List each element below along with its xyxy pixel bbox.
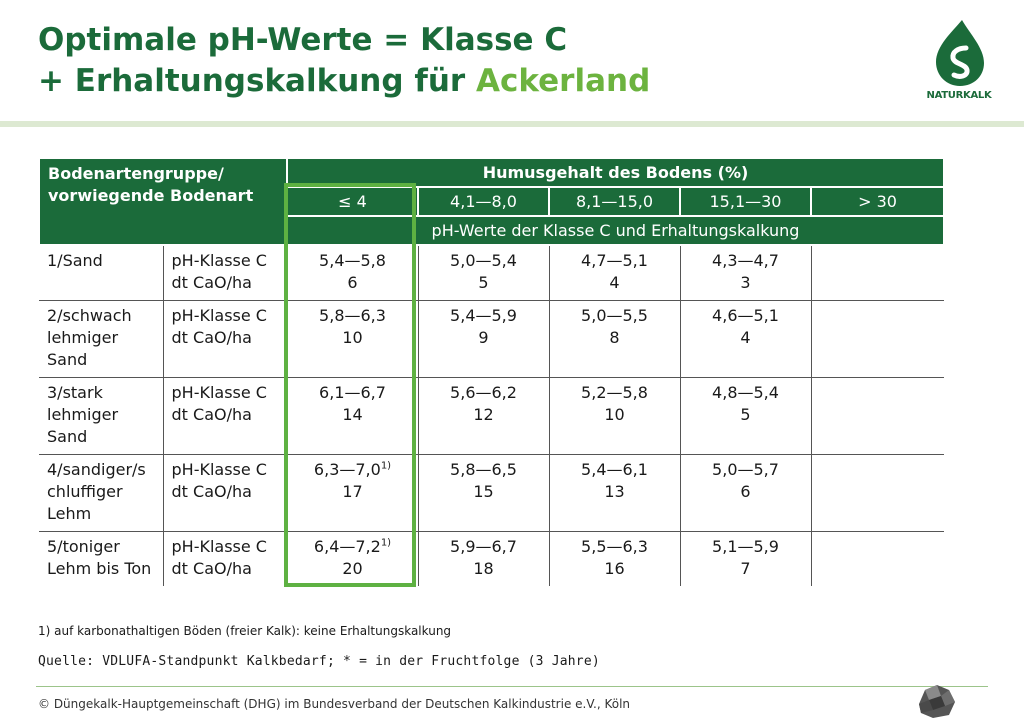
value-cell [549,532,680,587]
humus-class-2: 4,1—8,0 [418,187,549,216]
unit-cao: dt CaO/ha [171,273,252,292]
ph-range: 5,0—5,5 [581,306,648,325]
cao-amount: 8 [609,328,620,347]
soil-name: 3/stark lehmiger Sand [39,378,163,455]
unit-ph: pH-Klasse C [171,537,267,556]
value-cell [287,455,418,532]
ph-range: 5,5—6,3 [581,537,648,556]
humus-class-5: > 30 [811,187,944,216]
value-cell [549,455,680,532]
title-line-2 [38,61,650,102]
value-cell [418,301,549,378]
ph-range: 6,1—6,7 [319,383,386,402]
cao-amount: 4 [609,273,620,292]
copyright: © Düngekalk-Hauptgemeinschaft (DHG) im Bundesverband der Deutschen Kalkindustrie e.V., Köln [38,697,631,711]
unit-ph: pH-Klasse C [171,383,267,402]
cao-amount: 6 [740,482,751,501]
unit-label [163,532,287,587]
humus-class-4: 15,1—30 [680,187,811,216]
table-row [39,301,944,378]
unit-cao: dt CaO/ha [171,405,252,424]
ph-range-text: 6,3—7,0 [313,460,381,479]
cao-amount: 15 [473,482,494,501]
cao-amount: 10 [342,328,363,347]
value-cell [287,301,418,378]
ph-range: 4,7—5,1 [581,251,648,270]
table-row [39,532,944,587]
ph-table [38,157,945,586]
unit-label [163,455,287,532]
cao-amount: 7 [740,559,751,578]
naturkalk-logo [922,18,996,108]
cao-amount: 20 [342,559,363,578]
unit-cao: dt CaO/ha [171,328,252,347]
unit-ph: pH-Klasse C [171,460,267,479]
value-cell [680,378,811,455]
ph-range: 5,8—6,5 [450,460,517,479]
logo-wordmark: NATURKALK [926,90,992,101]
soil-name: 2/schwach lehmiger Sand [39,301,163,378]
ph-range-text: 6,4—7,2 [313,537,381,556]
empty-cell [811,532,944,587]
unit-label [163,378,287,455]
cao-amount: 12 [473,405,494,424]
cao-amount: 6 [347,273,358,292]
ph-range [296,459,410,481]
empty-cell [811,378,944,455]
unit-label [163,245,287,301]
title-line-1: Optimale pH-Werte = Klasse C [38,22,568,58]
ph-range: 5,4—5,8 [319,251,386,270]
soil-name: 5/toniger Lehm bis Ton [39,532,163,587]
value-cell [418,532,549,587]
value-cell [680,245,811,301]
cao-amount: 3 [740,273,751,292]
ph-range: 4,6—5,1 [712,306,779,325]
cao-amount: 5 [478,273,489,292]
title-line-2-prefix: + Erhaltungskalkung für [38,63,476,99]
header-soil-group: Bodenartengruppe/ vorwiegende Bodenart [39,158,287,245]
cao-amount: 16 [604,559,625,578]
value-cell [287,532,418,587]
humus-class-1: ≤ 4 [287,187,418,216]
value-cell [418,245,549,301]
cao-amount: 9 [478,328,489,347]
value-cell [287,245,418,301]
table-row [39,455,944,532]
ph-range: 4,3—4,7 [712,251,779,270]
cao-amount: 10 [604,405,625,424]
cao-amount: 5 [740,405,751,424]
footer-divider [36,686,988,687]
footnote-ref: 1) [380,460,392,472]
ph-range [296,536,410,558]
cao-amount: 18 [473,559,494,578]
value-cell [680,532,811,587]
ph-range: 4,8—5,4 [712,383,779,402]
cao-amount: 4 [740,328,751,347]
soil-name: 4/sandiger/s chluffiger Lehm [39,455,163,532]
empty-cell [811,455,944,532]
value-cell [549,245,680,301]
footnote-ref: 1) [380,537,392,549]
ph-range: 5,8—6,3 [319,306,386,325]
limestone-image-icon [915,682,957,720]
humus-class-3: 8,1—15,0 [549,187,680,216]
table-row [39,378,944,455]
unit-ph: pH-Klasse C [171,251,267,270]
footnote: 1) auf karbonathaltigen Böden (freier Kalk): keine Erhaltungskalkung [38,624,452,638]
value-cell [680,301,811,378]
value-cell [549,378,680,455]
value-cell [287,378,418,455]
value-cell [680,455,811,532]
header-divider [0,121,1024,127]
ph-range: 5,9—6,7 [450,537,517,556]
ph-range: 5,0—5,4 [450,251,517,270]
ph-range: 5,1—5,9 [712,537,779,556]
unit-cao: dt CaO/ha [171,482,252,501]
ph-range: 5,0—5,7 [712,460,779,479]
value-cell [549,301,680,378]
value-cell [418,378,549,455]
drop-s-logo-icon [922,18,996,90]
ph-range: 5,2—5,8 [581,383,648,402]
header-ph-values: pH-Werte der Klasse C und Erhaltungskalkung [287,216,944,245]
unit-label [163,301,287,378]
ph-range: 5,4—5,9 [450,306,517,325]
source-note: Quelle: VDLUFA-Standpunkt Kalkbedarf; * = in der Fruchtfolge (3 Jahre) [38,654,600,669]
unit-ph: pH-Klasse C [171,306,267,325]
cao-amount: 14 [342,405,363,424]
cao-amount: 17 [342,482,363,501]
value-cell [418,455,549,532]
unit-cao: dt CaO/ha [171,559,252,578]
ph-range: 5,4—6,1 [581,460,648,479]
ph-range: 5,6—6,2 [450,383,517,402]
empty-cell [811,245,944,301]
table-row [39,245,944,301]
header-humus: Humusgehalt des Bodens (%) [287,158,944,187]
slide-title [38,20,650,102]
empty-cell [811,301,944,378]
soil-name: 1/Sand [39,245,163,301]
cao-amount: 13 [604,482,625,501]
title-accent: Ackerland [475,63,651,99]
